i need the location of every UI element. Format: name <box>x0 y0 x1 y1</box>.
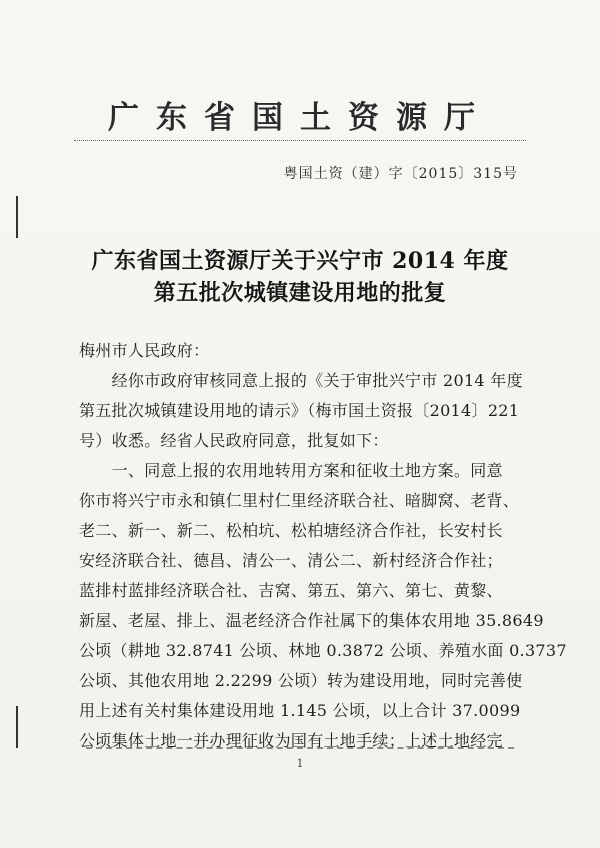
body-line: 老二、新一、新二、松柏坑、松柏塘经济合作社，长安村长 <box>79 521 503 540</box>
body-line: 公顷、其他农用地 2.2299 公顷）转为建设用地，同时完善使 <box>79 671 523 690</box>
agency-header: 广东省国土资源厅 <box>108 100 492 136</box>
document-title-line-2: 第五批次城镇建设用地的批复 <box>153 280 447 306</box>
body-line: 安经济联合社、德昌、清公一、清公二、新村经济合作社； <box>79 551 503 570</box>
body-line: 第五批次城镇建设用地的请示》（梅市国土资报〔2014〕221 <box>79 401 520 420</box>
body-line: 公顷集体土地一并办理征收为国有土地手续；上述土地经完 <box>79 731 503 750</box>
body-line: 你市将兴宁市永和镇仁里村仁里经济联合社、暗脚窝、老背、 <box>79 491 520 510</box>
document-title-line-1: 广东省国土资源厅关于兴宁市 2014 年度 <box>91 248 509 274</box>
footer-rule <box>86 747 514 749</box>
body-line: 公顷（耕地 32.8741 公顷、林地 0.3872 公顷、养殖水面 0.3737 <box>79 641 567 660</box>
document-number: 粤国土资（建）字〔2015〕315号 <box>283 166 518 182</box>
body-line: 用上述有关村集体建设用地 1.145 公顷，以上合计 37.0099 <box>79 701 521 720</box>
body-line: 号）收悉。经省人民政府同意，批复如下： <box>79 431 389 450</box>
body-line: 经你市政府审核同意上报的《关于审批兴宁市 2014 年度 <box>79 371 523 390</box>
body-line: 新屋、老屋、排上、温老经济合作社属下的集体农用地 35.8649 <box>79 611 544 630</box>
body-line: 一、同意上报的农用地转用方案和征收土地方案。同意 <box>79 461 503 480</box>
body-line: 蓝排村蓝排经济联合社、吉窝、第五、第六、第七、黄黎、 <box>79 581 503 600</box>
header-rule <box>74 140 526 141</box>
page-number: 1 <box>296 757 304 770</box>
salutation: 梅州市人民政府： <box>79 341 210 360</box>
binding-mark-top <box>16 196 18 238</box>
binding-mark-bottom <box>16 706 18 748</box>
